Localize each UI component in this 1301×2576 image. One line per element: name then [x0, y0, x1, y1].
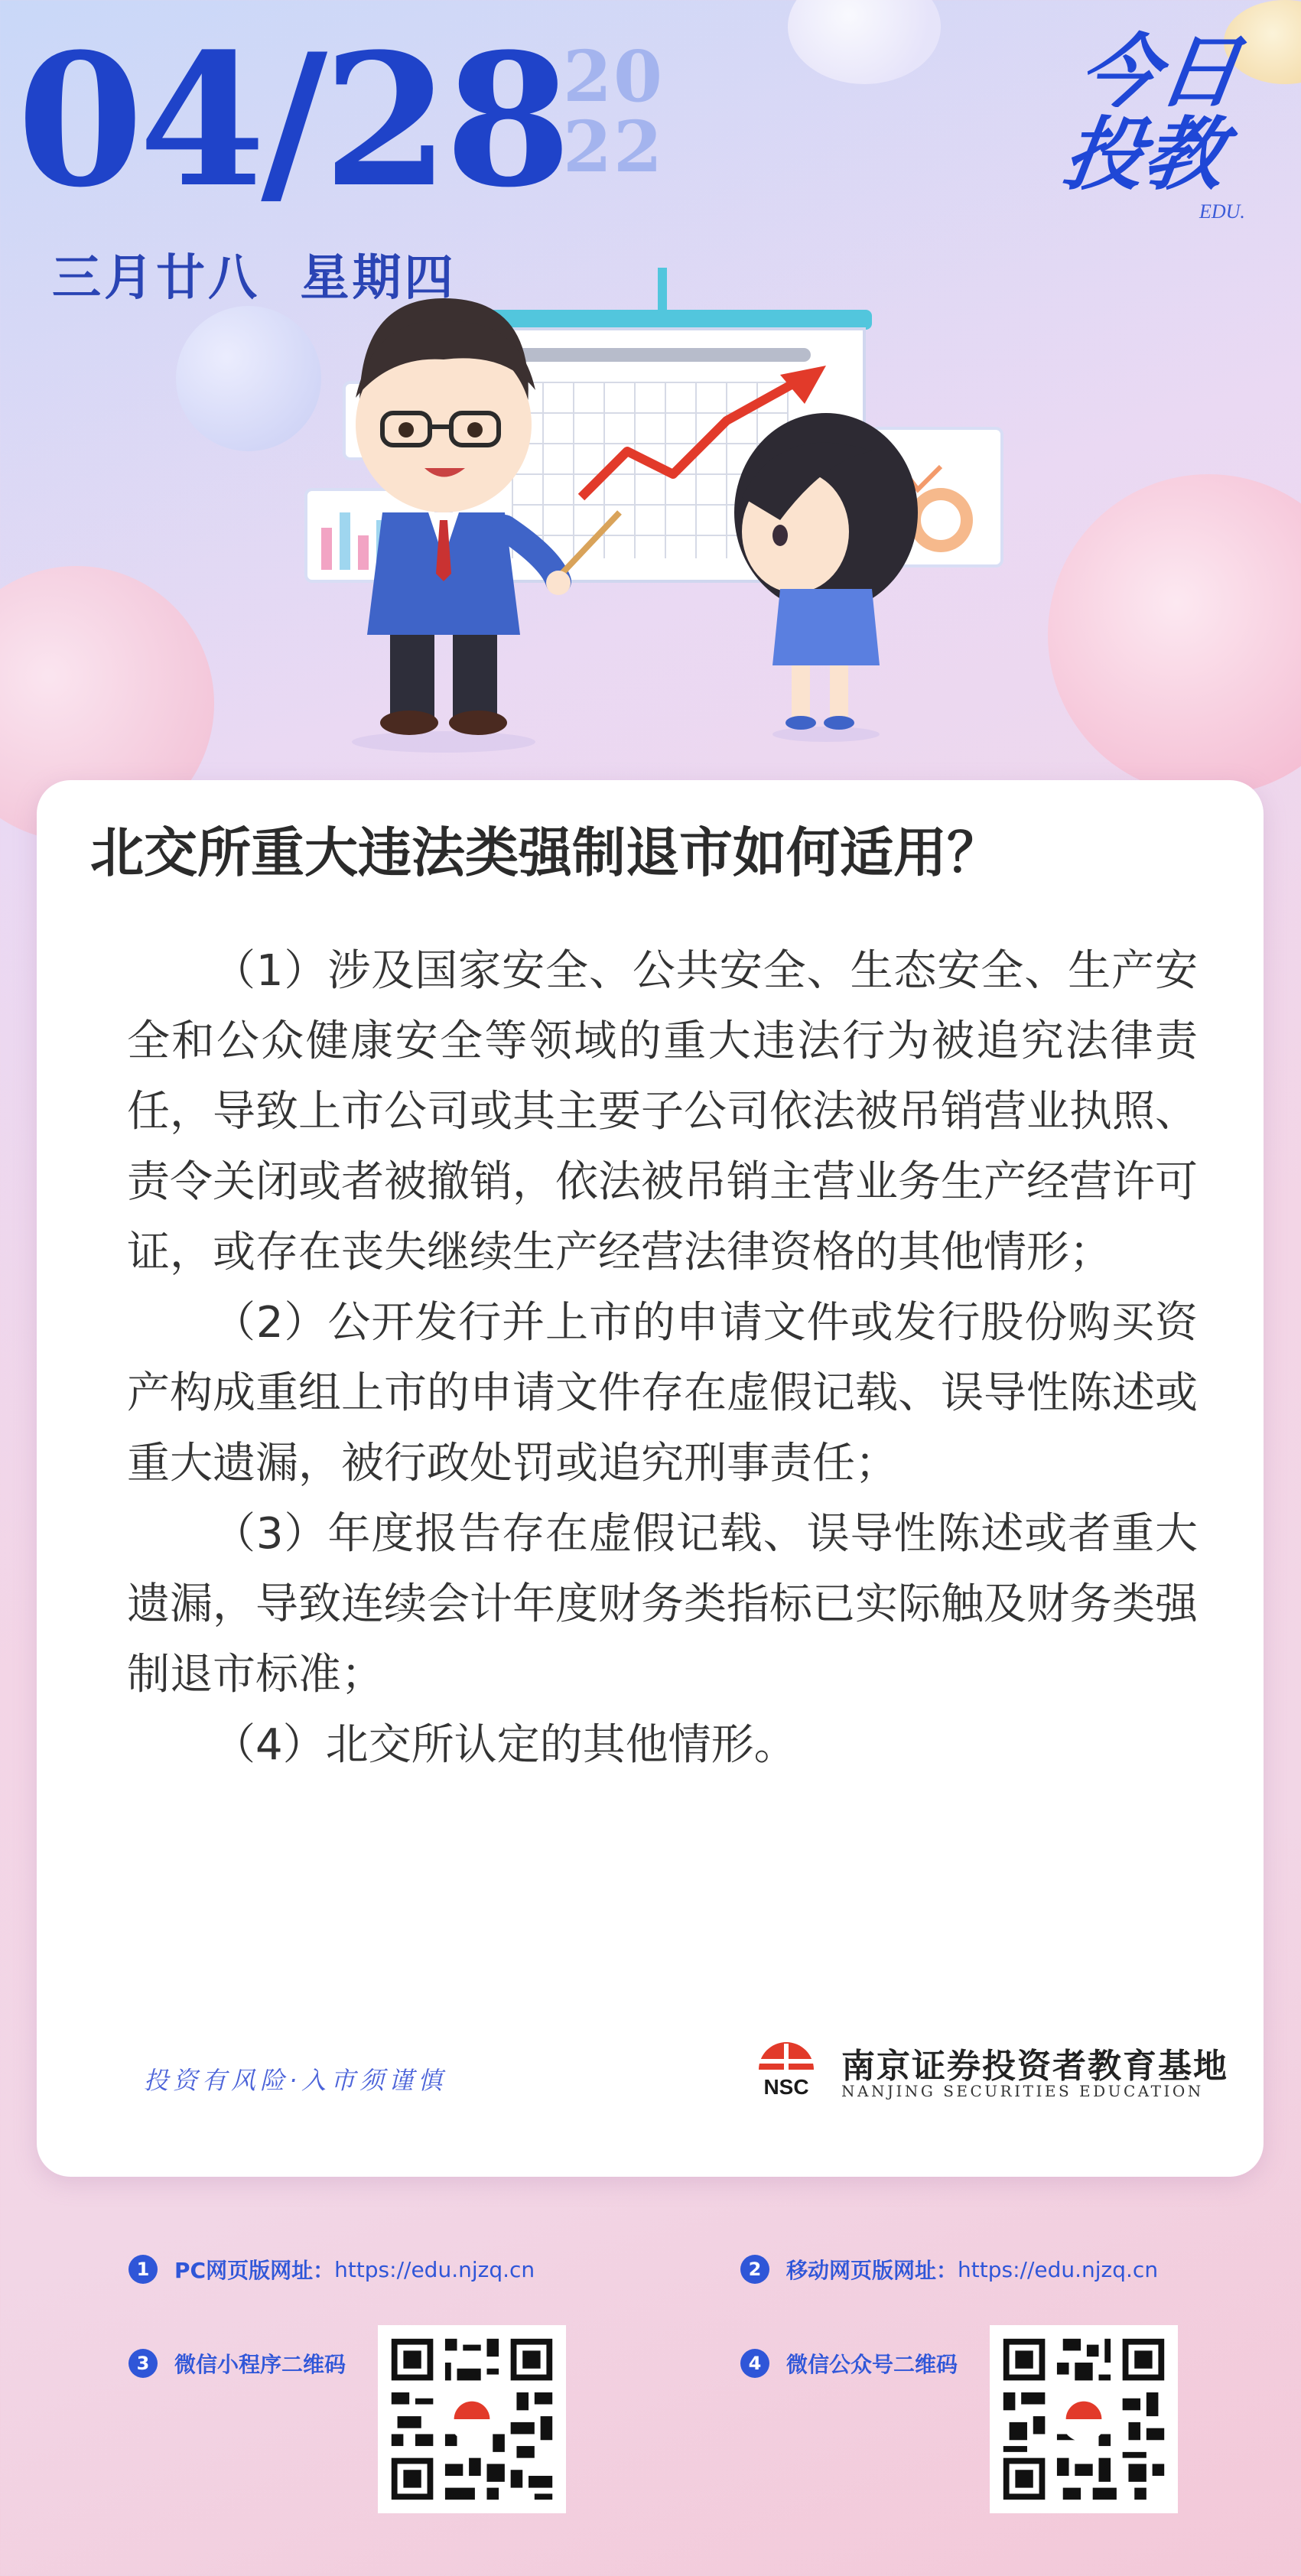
- date-year: [563, 35, 678, 188]
- qr-code-icon: [385, 2333, 558, 2506]
- number-badge-icon: 2: [740, 2255, 769, 2284]
- org-name-en: NANJING SECURITIES EDUCATION: [841, 2082, 1204, 2100]
- decor-bubble: [788, 0, 941, 84]
- date-year-top: 20: [563, 35, 665, 118]
- brand-edu: EDU.: [1199, 200, 1245, 223]
- paragraph-1: （1）涉及国家安全、公共安全、生态安全、生产安全和公众健康安全等领域的重大违法行为被追究法律责任，导致上市公司或其主要子公司依法被吊销营业执照、责令关闭或者被撤销，依法被吊销主营业务生产经营许可证，或存在丧失继续生产经营法律资格的其他情形；: [127, 946, 1198, 1277]
- lunar-date: 三月廿八 星期四: [52, 249, 457, 307]
- card-body: [127, 936, 1198, 1781]
- date-day: 04/28: [17, 15, 568, 228]
- paragraph-4: （4）北交所认定的其他情形。: [213, 1720, 797, 1770]
- nsc-logo-text: NSC: [763, 2075, 809, 2099]
- footer-item-mobile-url: [740, 2254, 1158, 2285]
- qr-code-icon: [997, 2333, 1170, 2506]
- paragraph-3: （3）年度报告存在虚假记载、误导性陈述或者重大遗漏，导致连续会计年度财务类指标已实际触及财务类强制退市标准；: [127, 1509, 1198, 1699]
- brand-line-1: 今日: [1073, 24, 1246, 119]
- brand-line-2: 投教: [1058, 107, 1231, 201]
- mobile-url-link[interactable]: https://edu.njzq.cn: [958, 2256, 1159, 2282]
- official-account-qr-code[interactable]: [990, 2325, 1178, 2513]
- student-character: [734, 413, 918, 742]
- miniprogram-qr-code[interactable]: [378, 2325, 566, 2513]
- footer-item-miniprogram: [128, 2348, 346, 2379]
- pc-url-link[interactable]: https://edu.njzq.cn: [334, 2256, 535, 2282]
- brand-logo: [1058, 24, 1271, 231]
- org-name-cn: 南京证券投资者教育基地: [841, 2047, 1228, 2086]
- footer-item-official-account: [740, 2348, 958, 2379]
- nsc-logo-icon: [751, 2031, 821, 2102]
- risk-note: 投资有风险·入市须谨慎: [144, 2066, 447, 2095]
- number-badge-icon: 4: [740, 2349, 769, 2378]
- card-title: 北交所重大违法类强制退市如何适用？: [90, 821, 1000, 884]
- teaching-illustration: [291, 268, 1055, 757]
- date-year-bottom: 22: [563, 106, 665, 188]
- footer-item-pc-url: [128, 2254, 535, 2285]
- number-badge-icon: 1: [128, 2255, 158, 2284]
- info-label: 微信公众号二维码: [786, 2352, 958, 2377]
- paragraph-2: （2）公开发行并上市的申请文件或发行股份购买资产构成重组上市的申请文件存在虚假记载、误导性陈述或重大遗漏，被行政处罚或追究刑事责任；: [127, 1298, 1198, 1488]
- info-label: 微信小程序二维码: [174, 2352, 346, 2377]
- number-badge-icon: 3: [128, 2349, 158, 2378]
- info-label: 移动网页版网址：: [786, 2258, 958, 2283]
- info-label: PC网页版网址：: [174, 2258, 335, 2283]
- decor-bubble: [1048, 474, 1301, 795]
